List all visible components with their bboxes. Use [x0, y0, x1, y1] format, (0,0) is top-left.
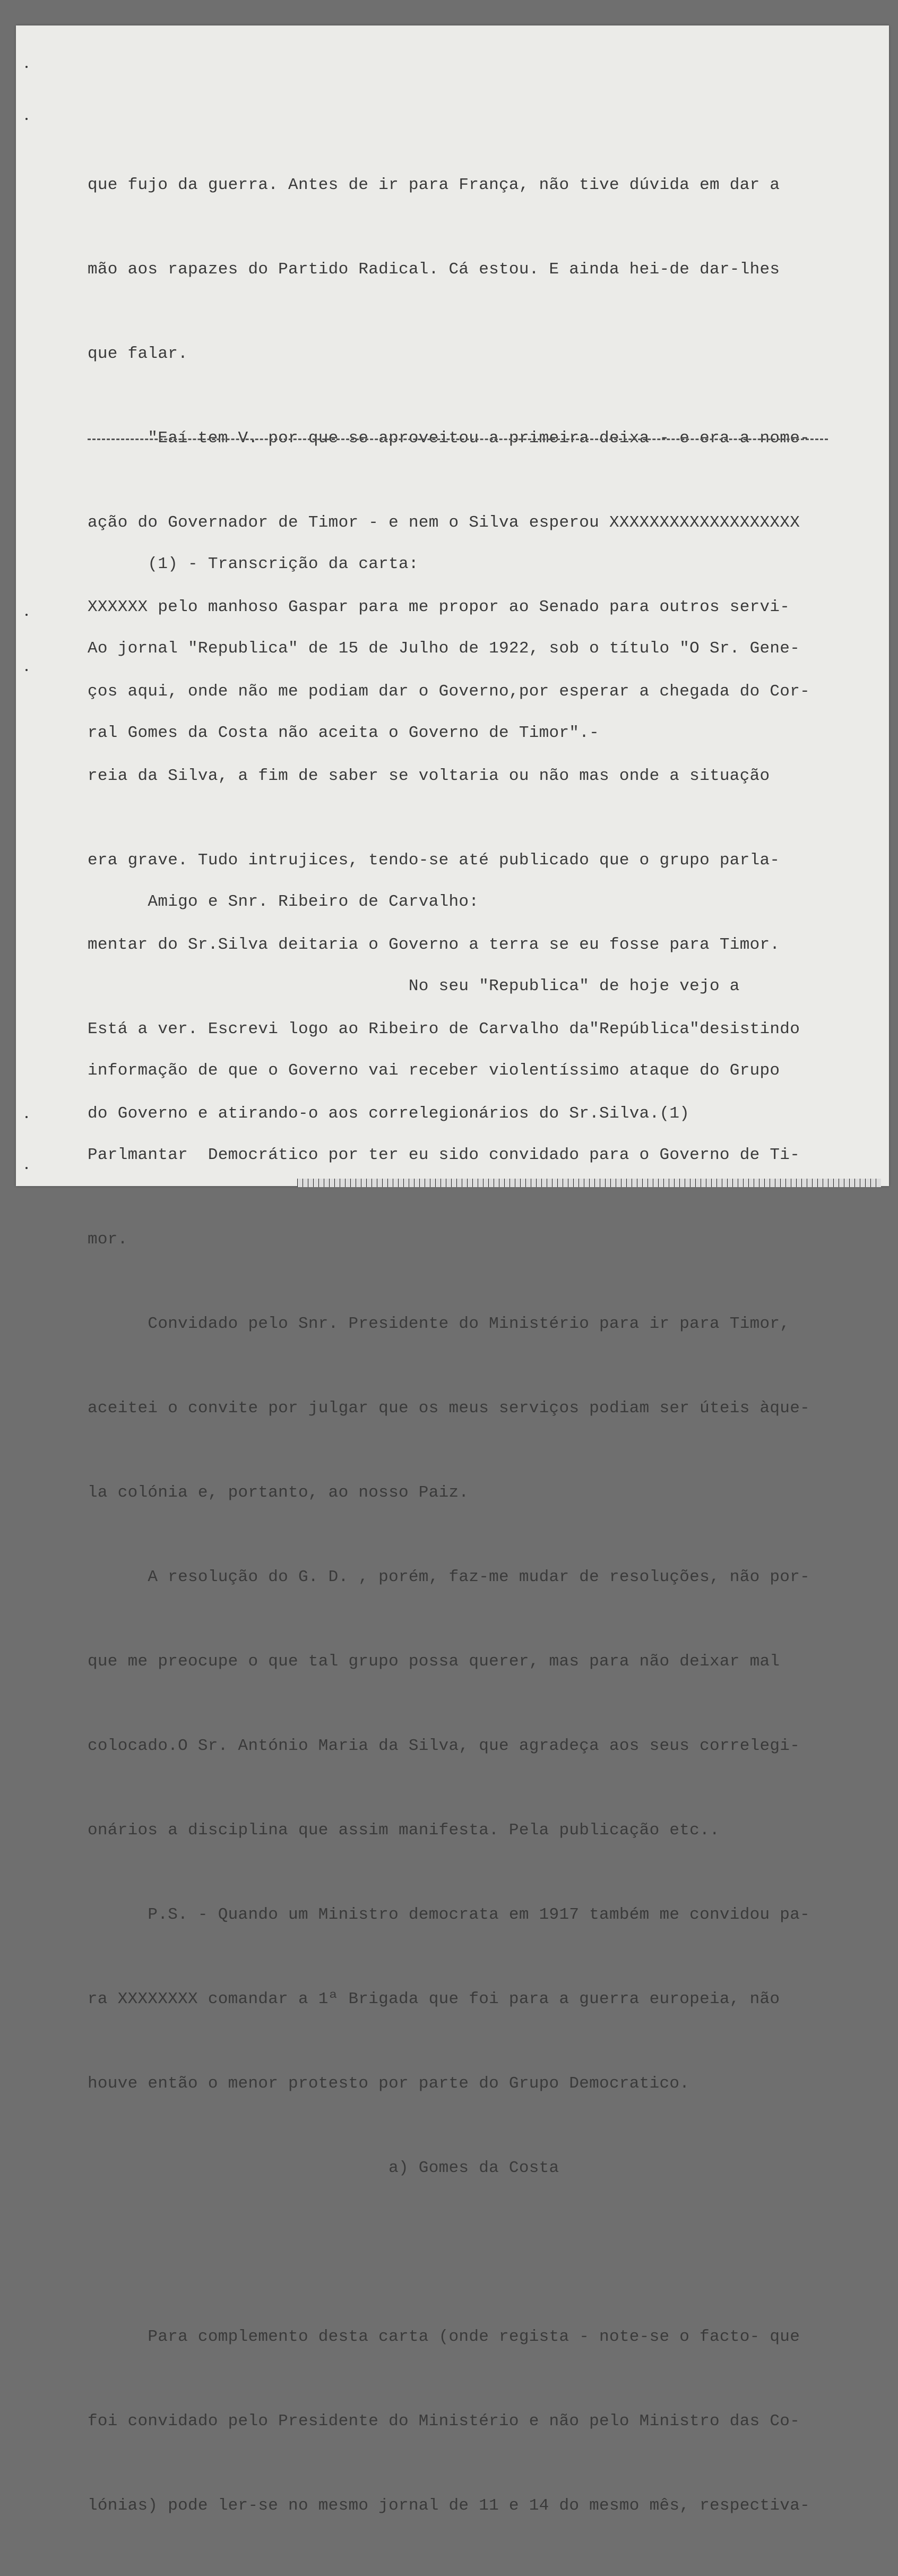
text-line: Convidado pelo Snr. Presidente do Ministério para ir para Timor, — [88, 1315, 790, 1333]
footnote-text — [88, 494, 857, 2576]
text-line: lónias) pode ler-se no mesmo jornal de 11 e 14 do mesmo mês, respectiva- — [88, 2496, 810, 2515]
text-line: do Governo e atirando-o aos correlegionários do Sr.Silva.(1) — [88, 1104, 690, 1123]
margin-mark — [25, 66, 28, 68]
margin-mark — [25, 1167, 28, 1169]
text-line: que falar. — [88, 345, 188, 363]
text-line: ação do Governador de Timor - e nem o Silva esperou XXXXXXXXXXXXXXXXXXX — [88, 513, 800, 532]
text-line: Está a ver. Escrevi logo ao Ribeiro de Carvalho da"República"desistindo — [88, 1020, 800, 1038]
text-line: XXXXXX pelo manhoso Gaspar para me propor ao Senado para outros servi- — [88, 598, 790, 616]
margin-mark — [25, 669, 28, 671]
text-line: ços aqui, onde não me podiam dar o Governo,por esperar a chegada do Cor- — [88, 682, 810, 701]
text-line: (1) - Transcrição da carta: — [88, 555, 419, 573]
text-line: aceitei o convite por julgar que os meus serviços podiam ser úteis àque- — [88, 1399, 810, 1418]
text-line: Amigo e Snr. Ribeiro de Carvalho: — [88, 892, 479, 911]
text-line — [88, 803, 857, 831]
text-line: "Eaí tem V. por que se aproveitou a primeira deixa - e era a nome- — [88, 429, 810, 448]
text-line: P.S. - Quando um Ministro democrata em 1917 também me convidou pa- — [88, 1905, 810, 1924]
text-line: ra XXXXXXXX comandar a 1ª Brigada que foi para a guerra europeia, não — [88, 1990, 780, 2008]
text-line: mão aos rapazes do Partido Radical. Cá estou. E ainda hei-de dar-lhes — [88, 260, 780, 279]
text-line: la colónia e, portanto, ao nosso Paiz. — [88, 1483, 469, 1502]
document-page — [16, 25, 889, 2515]
text-line: foi convidado pelo Presidente do Ministério e não pelo Ministro das Co- — [88, 2412, 800, 2431]
text-line: No seu "Republica" de hoje vejo a — [88, 977, 740, 995]
text-line: a) Gomes da Costa — [88, 2159, 559, 2177]
margin-mark — [25, 1116, 28, 1118]
margin-mark — [25, 118, 28, 120]
scale-ruler — [297, 1179, 881, 1187]
text-line — [88, 2238, 857, 2266]
text-line: que me preocupe o que tal grupo possa querer, mas para não deixar mal — [88, 1652, 780, 1671]
text-line: houve então o menor protesto por parte do Grupo Democratico. — [88, 2074, 690, 2093]
text-line: A resolução do G. D. , porém, faz-me mudar de resoluções, não por- — [88, 1568, 810, 1586]
text-line: que fujo da guerra. Antes de ir para França, não tive dúvida em dar a — [88, 176, 780, 194]
text-line: reia da Silva, a fim de saber se voltaria ou não mas onde a situação — [88, 767, 770, 785]
text-line: ral Gomes da Costa não aceita o Governo de Timor".- — [88, 724, 600, 742]
text-line: colocado.O Sr. António Maria da Silva, que agradeça aos seus correlegi- — [88, 1737, 800, 1755]
section-divider — [88, 439, 828, 440]
text-line: informação de que o Governo vai receber violentíssimo ataque do Grupo — [88, 1061, 780, 1080]
text-line: era grave. Tudo intrujices, tendo-se até publicado que o grupo parla- — [88, 851, 780, 870]
text-line: mentar do Sr.Silva deitaria o Governo a terra se eu fosse para Timor. — [88, 935, 780, 954]
text-line: Para complemento desta carta (onde regista - note-se o facto- que — [88, 2328, 800, 2346]
text-line: Ao jornal "Republica" de 15 de Julho de 1922, sob o título "O Sr. Gene- — [88, 639, 800, 658]
margin-mark — [25, 614, 28, 616]
text-line: Parlmantar Democrático por ter eu sido convidado para o Governo de Ti- — [88, 1146, 800, 1164]
text-line: onários a disciplina que assim manifesta. Pela publicação etc.. — [88, 1821, 720, 1840]
text-line: mor. — [88, 1230, 128, 1249]
